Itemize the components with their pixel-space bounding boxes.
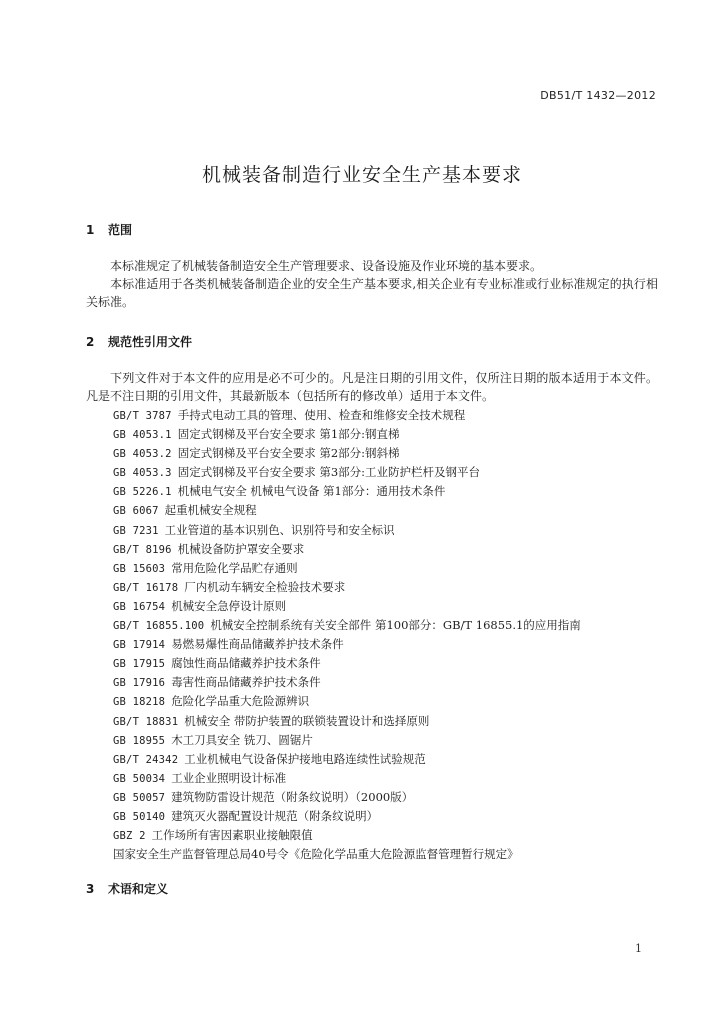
- reference-item: GB/T 16855.100 机械安全控制系统有关安全部件 第100部分：GB/T 16855.1的应用指南: [113, 618, 581, 633]
- reference-item: GB/T 18831 机械安全 带防护装置的联锁装置设计和选择原则: [113, 713, 430, 728]
- section-3-number: 3: [86, 882, 95, 896]
- reference-item: GB 7231 工业管道的基本识别色、识别符号和安全标识: [113, 522, 395, 537]
- reference-item: GB 18955 木工刀具安全 铣刀、圆锯片: [113, 732, 313, 747]
- reference-item: 国家安全生产监督管理总局40号令《危险化学品重大危险源监督管理暂行规定》: [113, 847, 519, 862]
- reference-item: GB 50140 建筑灭火器配置设计规范（附条纹说明）: [113, 808, 379, 823]
- reference-item: GB 17914 易燃易爆性商品储藏养护技术条件: [113, 637, 344, 652]
- section-3-title: 术语和定义: [108, 882, 169, 896]
- section-2-paragraph-1: 下列文件对于本文件的应用是必不可少的。凡是注日期的引用文件，仅所注日期的版本适用于本文件。凡是不注日期的引用文件，其最新版本（包括所有的修改单）适用于本文件。: [86, 371, 658, 403]
- reference-item: GB 16754 机械安全急停设计原则: [113, 598, 287, 613]
- reference-item: GB 4053.1 固定式钢梯及平台安全要求 第1部分:钢直梯: [113, 427, 400, 442]
- section-3-heading: [86, 880, 168, 897]
- reference-item: GB 17915 腐蚀性商品储藏养护技术条件: [113, 656, 321, 671]
- reference-item: GB/T 16178 厂内机动车辆安全检验技术要求: [113, 579, 346, 594]
- reference-item: GBZ 2 工作场所有害因素职业接触限值: [113, 828, 313, 843]
- reference-item: GB/T 3787 手持式电动工具的管理、使用、检查和维修安全技术规程: [113, 408, 466, 422]
- section-2-heading: [86, 333, 192, 350]
- reference-item: GB/T 24342 工业机械电气设备保护接地电路连续性试验规范: [113, 751, 426, 766]
- reference-item: GB 5226.1 机械电气安全 机械电气设备 第1部分：通用技术条件: [113, 484, 446, 499]
- standard-code: DB51/T 1432—2012: [540, 89, 656, 102]
- reference-item: GB 18218 危险化学品重大危险源辨识: [113, 694, 310, 709]
- document-title: 机械装备制造行业安全生产基本要求: [201, 164, 522, 186]
- reference-item: GB 17916 毒害性商品储藏养护技术条件: [113, 675, 321, 690]
- reference-item: GB 15603 常用危险化学品贮存通则: [113, 560, 298, 575]
- section-1-number: 1: [86, 223, 95, 237]
- section-1-title: 范围: [108, 223, 133, 237]
- section-1-heading: [86, 221, 132, 238]
- page-number: 1: [635, 942, 642, 955]
- normative-references-list: [113, 406, 581, 864]
- section-2-number: 2: [86, 335, 95, 349]
- section-1-paragraph-2: 本标准适用于各类机械装备制造企业的安全生产基本要求,相关企业有专业标准或行业标准规定的执行相关标准。: [86, 277, 658, 309]
- reference-item: GB 6067 起重机械安全规程: [113, 503, 257, 518]
- reference-item: GB 50057 建筑物防雷设计规范（附条纹说明）（2000版）: [113, 789, 414, 804]
- section-1-paragraph-1: 本标准规定了机械装备制造安全生产管理要求、设备设施及作业环境的基本要求。: [110, 259, 543, 273]
- reference-item: GB 4053.2 固定式钢梯及平台安全要求 第2部分:钢斜梯: [113, 446, 400, 461]
- section-2-title: 规范性引用文件: [108, 335, 193, 349]
- reference-item: GB 50034 工业企业照明设计标准: [113, 770, 287, 785]
- reference-item: GB 4053.3 固定式钢梯及平台安全要求 第3部分:工业防护栏杆及钢平台: [113, 465, 481, 480]
- reference-item: GB/T 8196 机械设备防护罩安全要求: [113, 541, 305, 556]
